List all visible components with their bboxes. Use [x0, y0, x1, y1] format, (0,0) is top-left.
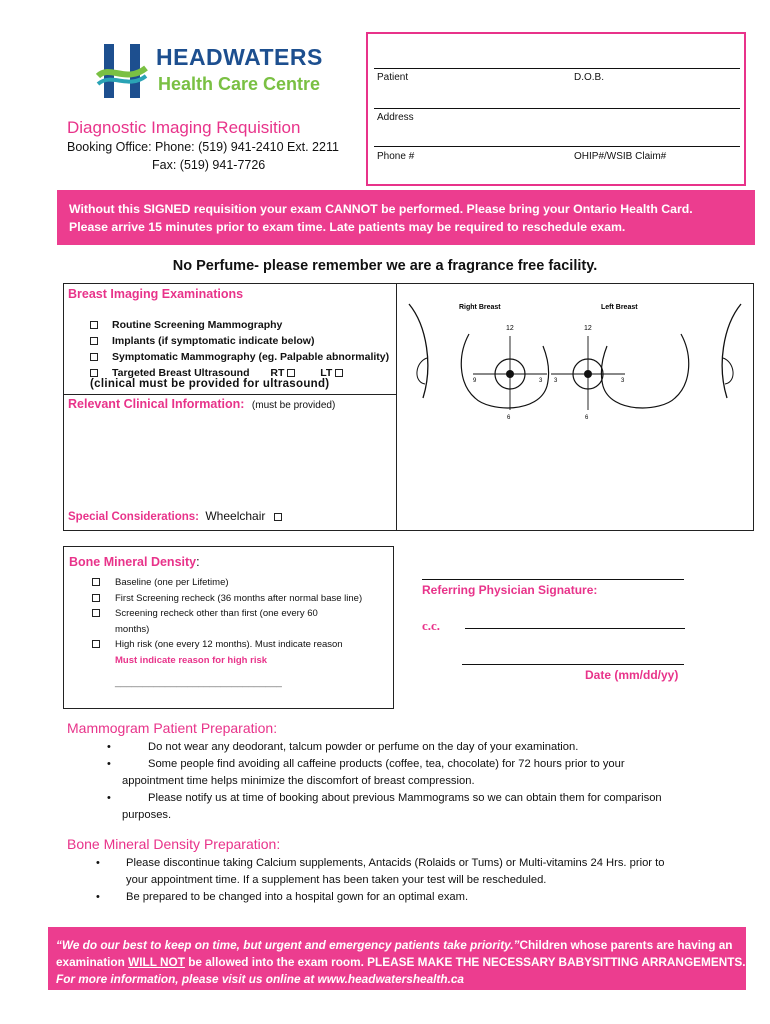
right-3-label: 3 [539, 378, 543, 384]
exam-option-implants[interactable]: Implants (if symptomatic indicate below) [90, 333, 389, 349]
mammogram-prep-list: • Do not wear any deodorant, talcum powder or perfume on the day of your examination. • Some people find avoiding all caffeine products (coffee, tea, chocolate) for 72 hours prior to your appointment time helps minimize the discomfort of breast compression. • Please notify us at time of booking about previous Mammograms so we can obtain them for comparison purposes. [148, 739, 748, 824]
policy-line-2: examination WILL NOT be allowed into the exam room. PLEASE MAKE THE NECESSARY BABYSITTING ARRANGEMENTS. [56, 955, 746, 969]
checkbox-icon[interactable] [92, 640, 100, 648]
relevant-clinical-info: Relevant Clinical Information: (must be provided) [68, 397, 336, 411]
rt-checkbox[interactable] [287, 369, 295, 377]
fax-number: Fax: (519) 941-7726 [152, 158, 266, 172]
logo-name-line1: HEADWATERS [156, 44, 323, 70]
checkbox-icon[interactable] [90, 369, 98, 377]
high-risk-reason-field[interactable]: ______________________________ [115, 677, 282, 688]
patient-label: Patient [377, 72, 409, 83]
exam-option-ultrasound[interactable]: Targeted Breast Ultrasound RT LT [90, 365, 389, 381]
bone-mineral-density-section [63, 546, 394, 709]
left-12-label: 12 [584, 325, 592, 332]
mammogram-prep-title: Mammogram Patient Preparation: [67, 720, 278, 736]
special-considerations: Special Considerations: Wheelchair [68, 509, 282, 523]
breast-imaging-title: Breast Imaging Examinations [68, 287, 244, 301]
bmd-option-baseline[interactable]: Baseline (one per Lifetime) [92, 575, 362, 591]
left-9-label: 3 [621, 378, 625, 384]
right-9-label: 9 [473, 378, 477, 384]
warning-line-2: Please arrive 15 minutes prior to exam time. Late patients may be required to reschedule exam. [69, 220, 626, 234]
cc-label: c.c. [422, 618, 441, 633]
date-field[interactable] [462, 664, 684, 665]
relevant-clinical-info-field[interactable] [66, 414, 392, 506]
rt-label: RT [270, 367, 285, 379]
checkbox-icon[interactable] [90, 337, 98, 345]
policy-line-1: “We do our best to keep on time, but urgent and emergency patients take priority.”Children whose parents are having an [56, 938, 733, 952]
clinical-note: (clinical must be provided for ultrasound) [90, 378, 330, 390]
checkbox-icon[interactable] [92, 578, 100, 586]
cc-field[interactable] [465, 628, 685, 629]
breast-diagram[interactable] [397, 286, 753, 426]
right-12-label: 12 [506, 325, 514, 332]
exam-option-symptomatic[interactable]: Symptomatic Mammography (eg. Palpable abnormality) [90, 349, 389, 365]
dob-label: D.O.B. [574, 72, 605, 83]
breast-exam-list [90, 317, 389, 381]
left-breast-label: Left Breast [601, 304, 638, 311]
page-title: Diagnostic Imaging Requisition [67, 118, 301, 137]
checkbox-icon[interactable] [90, 353, 98, 361]
logo-name-line2: Health Care Centre [158, 74, 321, 94]
checkbox-icon[interactable] [92, 609, 100, 617]
bmd-prep-title: Bone Mineral Density Preparation: [67, 836, 281, 852]
warning-line-1: Without this SIGNED requisition your exam CANNOT be performed. Please bring your Ontario Health Card. [69, 202, 693, 216]
checkbox-icon[interactable] [92, 594, 100, 602]
bmd-option-first-recheck[interactable]: First Screening recheck (36 months after normal base line) [92, 591, 362, 607]
right-6-label: 6 [507, 415, 511, 421]
phone-label: Phone # [377, 151, 415, 162]
bmd-title: Bone Mineral Density: [69, 555, 200, 569]
hospital-logo [96, 40, 358, 102]
left-6-label: 6 [585, 415, 589, 421]
bmd-option-recheck[interactable]: Screening recheck other than first (one every 60 [92, 606, 362, 622]
wheelchair-checkbox[interactable] [274, 513, 282, 521]
bmd-options: Baseline (one per Lifetime) First Screening recheck (36 months after normal base line) Screening recheck other than first (one every 60 months) High risk (one every 12 months). Must indicate reason Must indicate reason for high risk [92, 575, 362, 668]
checkbox-icon[interactable] [90, 321, 98, 329]
headwaters-h-logo-icon [96, 40, 148, 102]
bmd-option-high-risk[interactable]: High risk (one every 12 months). Must indicate reason [92, 637, 362, 653]
lt-label: LT [320, 367, 333, 379]
date-label: Date (mm/dd/yy) [585, 668, 679, 682]
patient-info-box [366, 32, 746, 186]
website-link[interactable]: For more information, please visit us online at www.headwatershealth.ca [56, 972, 464, 986]
fragrance-notice: No Perfume- please remember we are a fragrance free facility. [172, 258, 598, 274]
right-breast-label: Right Breast [459, 304, 501, 311]
lt-checkbox[interactable] [335, 369, 343, 377]
booking-office-phone: Booking Office: Phone: (519) 941-2410 Ext. 2211 [67, 140, 339, 154]
bmd-prep-list: • Please discontinue taking Calcium supplements, Antacids (Rolaids or Tums) or Multi-vitamins 24 Hrs. prior to your appointment time. If a supplement has been taken your test will be rescheduled. • Be prepared to be changed into a hospital gown for an optimal exam. [126, 855, 746, 906]
requisition-warning-banner [57, 190, 755, 245]
high-risk-note: Must indicate reason for high risk [115, 654, 268, 666]
ohip-label: OHIP#/WSIB Claim# [574, 151, 667, 162]
left-3-label: 3 [554, 378, 558, 384]
exam-option-routine[interactable]: Routine Screening Mammography [90, 317, 389, 333]
address-label: Address [377, 112, 414, 123]
policy-banner [48, 927, 746, 990]
referring-physician-label: Referring Physician Signature: [422, 583, 598, 597]
